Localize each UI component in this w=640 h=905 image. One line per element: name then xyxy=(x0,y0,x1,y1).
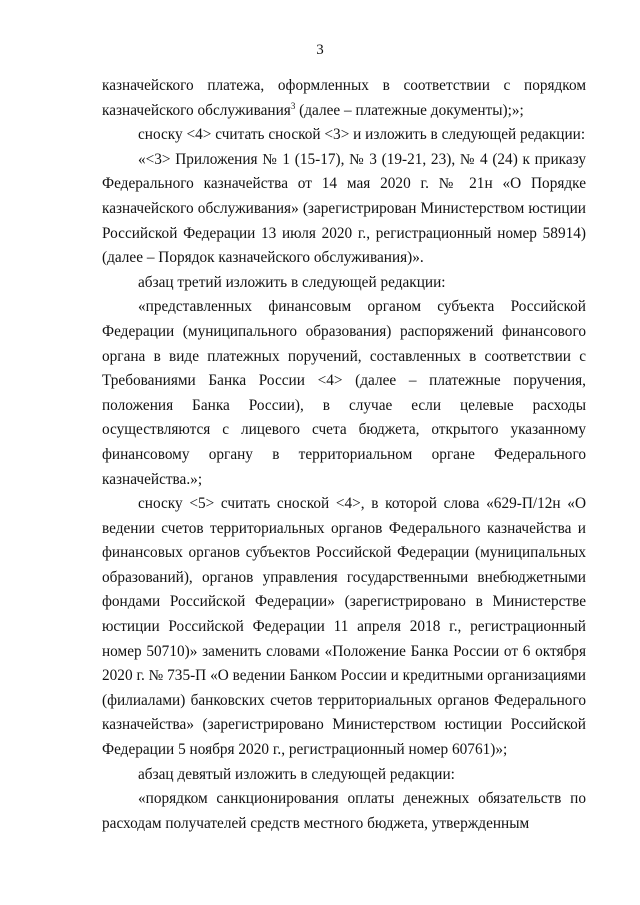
paragraph-2: сноску <4> считать сноской <3> и изложить в следующей редакции: xyxy=(138,126,586,144)
paragraph-1 xyxy=(102,74,586,123)
paragraph-8: «порядком санкционирования оплаты денежных обязательств по расходам получателей средств местного бюджета, утвержденным xyxy=(102,790,586,832)
paragraph-text: казначейского платежа, оформленных в соответствии с порядком казначейского обслуживания xyxy=(102,77,586,119)
paragraph-text: (далее – платежные документы);»; xyxy=(295,101,524,119)
document-body xyxy=(102,74,586,836)
page-number: 3 xyxy=(316,42,324,58)
paragraph-4: абзац третий изложить в следующей редакции: xyxy=(138,273,446,291)
paragraph-6: сноску <5> считать сноской <4>, в которой слова «629-П/12н «О ведении счетов территориальных органов Федерального казначейства и финансовых органов субъектов Российской Федерации (муниципальных образований), органов управления государственными внебюджетными фондами Российской Федерации» (зарегистрировано в Министерстве юстиции Российской Федерации 11 апреля 2018 г., регистрационный номер 50710)» заменить словами «Положение Банка России от 6 октября 2020 г. № 735-П «О ведении Банком России и кредитными организациями (филиалами) банковских счетов территориальных органов Федерального казначейства» (зарегистрировано Министерством юстиции Российской Федерации 5 ноября 2020 г., регистрационный номер 60761)»; xyxy=(102,495,586,759)
paragraph-5: «представленных финансовым органом субъекта Российской Федерации (муниципального образования) распоряжений финансового органа в виде платежных поручений, составленных в соответствии с Требованиями Банка России <4> (далее – платежные поручения, положения Банка России), в случае если целевые расходы осуществляются с лицевого счета бюджета, открытого указанному финансовому органу в территориальном органе Федерального казначейства.»; xyxy=(102,298,586,488)
paragraph-7: абзац девятый изложить в следующей редакции: xyxy=(138,765,455,783)
footnote-reference: 3 xyxy=(290,100,296,111)
paragraph-3: «<3> Приложения № 1 (15-17), № 3 (19-21, 23), № 4 (24) к приказу Федерального казначейства от 14 мая 2020 г. № 21н «О Порядке казначейского обслуживания» (зарегистрирован Министерством юстиции Российской Федерации 13 июля 2020 г., регистрационный номер 58914) (далее – Порядок казначейского обслуживания)». xyxy=(102,150,586,267)
